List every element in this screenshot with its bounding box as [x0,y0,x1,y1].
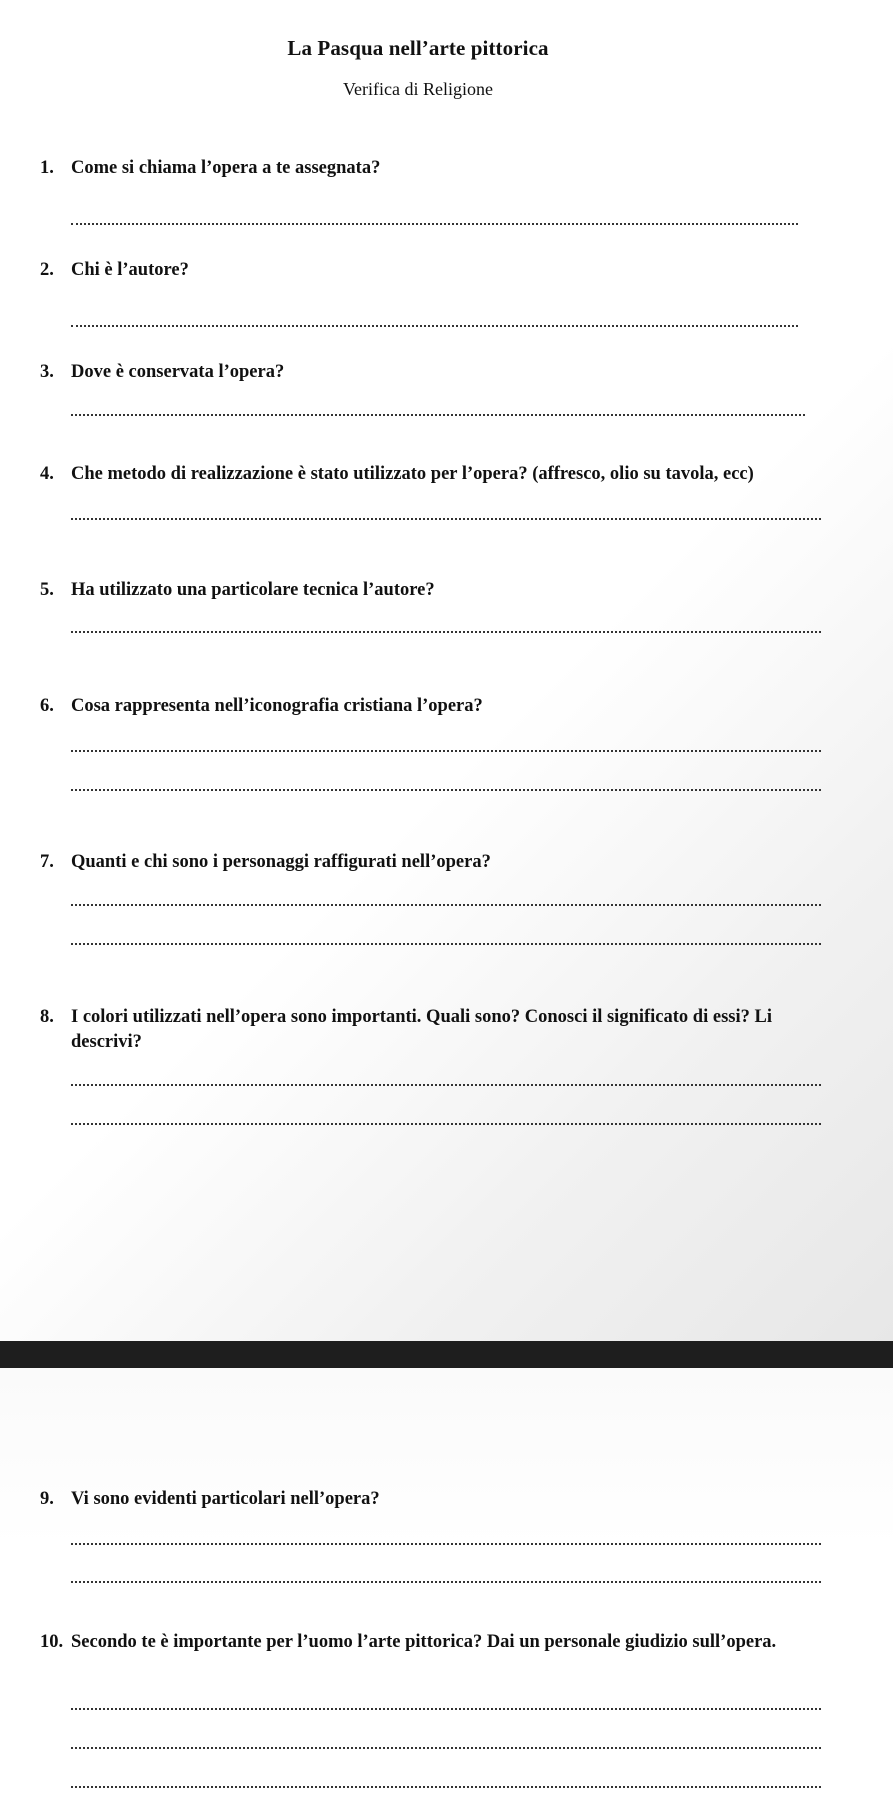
worksheet-title: La Pasqua nell’arte pittorica [287,36,549,60]
question-text: Cosa rappresenta nell’iconografia cristiana l’opera? [71,696,483,716]
question-8 [40,1005,826,1055]
question-9 [40,1487,826,1512]
answer-line[interactable] [71,943,821,945]
question-number: 10. [40,1632,64,1652]
question-number: 9. [40,1489,54,1509]
answer-line[interactable] [71,223,798,225]
answer-line[interactable] [71,789,821,791]
answer-line[interactable] [71,1123,821,1125]
question-number: 1. [40,158,54,178]
question-1 [40,156,826,181]
answer-line[interactable] [71,1084,821,1086]
question-number: 4. [40,464,54,484]
question-text: Dove è conservata l’opera? [71,362,285,382]
question-7 [40,850,826,875]
answer-line[interactable] [71,904,821,906]
answer-line[interactable] [71,1581,821,1583]
answer-line[interactable] [71,414,805,416]
answer-line[interactable] [71,1786,821,1788]
question-10 [40,1630,826,1655]
question-number: 3. [40,362,54,382]
question-3 [40,360,826,385]
answer-line[interactable] [71,1747,821,1749]
answer-line[interactable] [71,325,798,327]
question-text: I colori utilizzati nell’opera sono importanti. Quali sono? Conosci il significato di essi? Li descrivi? [71,1007,772,1052]
answer-line[interactable] [71,631,821,633]
question-5 [40,578,826,603]
answer-line[interactable] [71,1708,821,1710]
question-text: Chi è l’autore? [71,260,189,280]
question-number: 8. [40,1007,54,1027]
question-text: Vi sono evidenti particolari nell’opera? [71,1489,380,1509]
question-number: 2. [40,260,54,280]
question-text: Ha utilizzato una particolare tecnica l’autore? [71,580,435,600]
page-separator-band [0,1341,893,1368]
question-2 [40,258,826,283]
question-text: Come si chiama l’opera a te assegnata? [71,158,381,178]
question-number: 7. [40,852,54,872]
answer-line[interactable] [71,518,821,520]
answer-line[interactable] [71,750,821,752]
question-number: 6. [40,696,54,716]
worksheet-subtitle: Verifica di Religione [343,79,493,99]
question-text: Quanti e chi sono i personaggi raffigurati nell’opera? [71,852,491,872]
question-text: Secondo te è importante per l’uomo l’arte pittorica? Dai un personale giudizio sull’opera. [71,1632,777,1652]
answer-line[interactable] [71,1543,821,1545]
question-number: 5. [40,580,54,600]
question-6 [40,694,826,719]
question-4 [40,462,826,487]
question-text: Che metodo di realizzazione è stato utilizzato per l’opera? (affresco, olio su tavola, ecc) [71,464,754,484]
